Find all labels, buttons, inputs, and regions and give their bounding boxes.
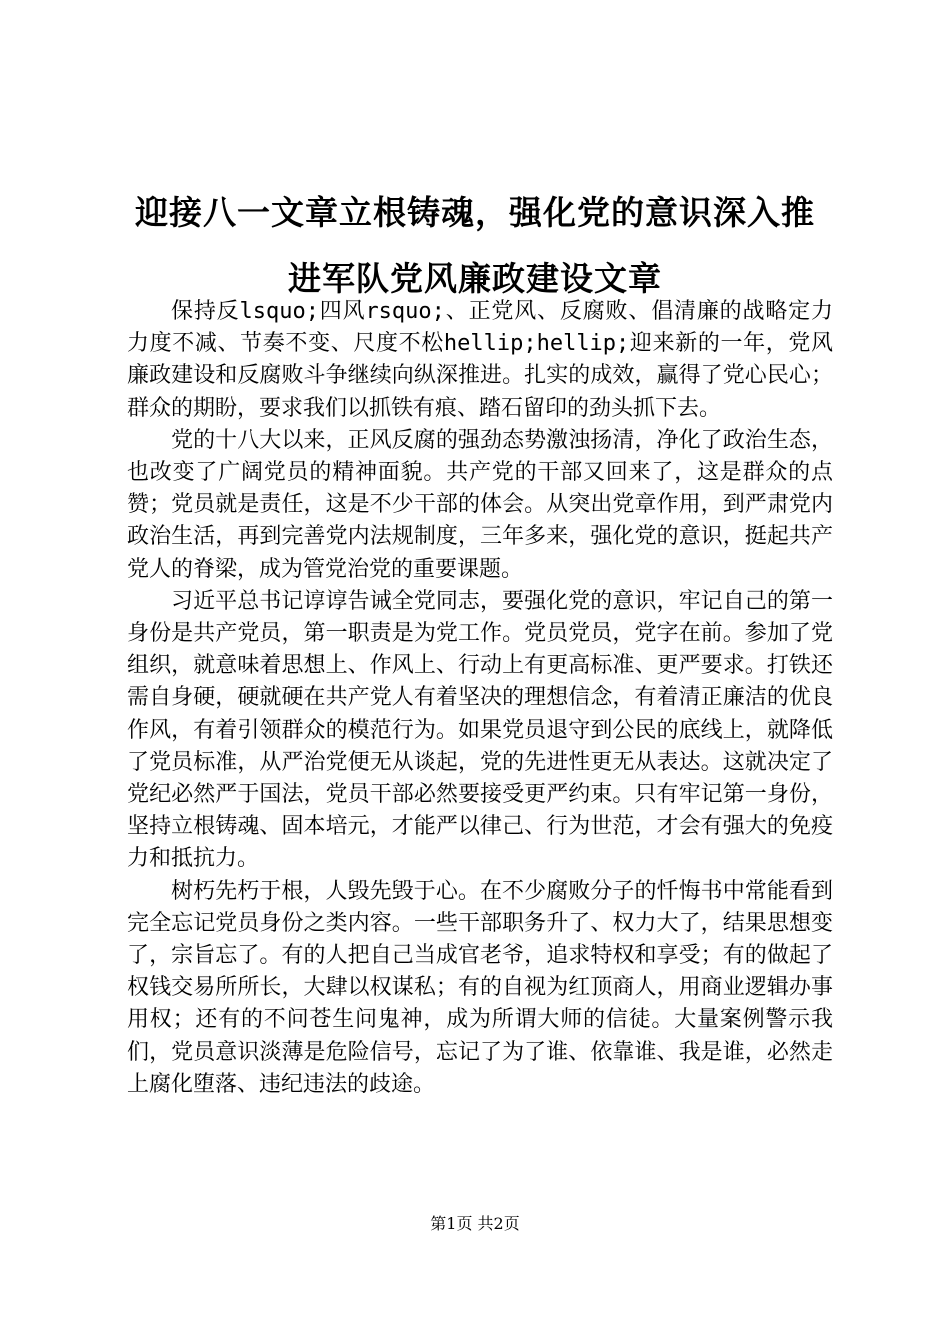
paragraph-1: 保持反lsquo;四风rsquo;、正党风、反腐败、倡清廉的战略定力力度不减、节奏不变、尺度不松hellip;hellip;迎来新的一年，党风廉政建设和反腐败斗争继续向纵深推进。扎实的成效，赢得了党心民心；群众的期盼，要求我们以抓铁有痕、踏石留印的劲头抓下去。 <box>127 299 833 421</box>
paragraph-3: 习近平总书记谆谆告诫全党同志，要强化党的意识，牢记自己的第一身份是共产党员，第一职责是为党工作。党员党员，党字在前。参加了党组织，就意味着思想上、作风上、行动上有更高标准、更严要求。打铁还需自身硬，硬就硬在共产党人有着坚决的理想信念，有着清正廉洁的优良作风，有着引领群众的模范行为。如果党员退守到公民的底线上，就降低了党员标准，从严治党便无从谈起，党的先进性更无从表达。这就决定了党纪必然严于国法，党员干部必然要接受更严约束。只有牢记第一身份，坚持立根铸魂、固本培元，才能严以律己、行为世范，才会有强大的免疫力和抵抗力。 <box>127 588 833 872</box>
title-line-2: 进军队党风廉政建设文章 <box>288 259 662 298</box>
document-title <box>110 180 840 312</box>
paragraph-2: 党的十八大以来，正风反腐的强劲态势激浊扬清，净化了政治生态，也改变了广阔党员的精神面貌。共产党的干部又回来了，这是群众的点赞；党员就是责任，这是不少干部的体会。从突出党章作用，到严肃党内政治生活，再到完善党内法规制度，三年多来，强化党的意识，挺起共产党人的脊梁，成为管党治党的重要课题。 <box>127 427 833 582</box>
paragraph-4: 树朽先朽于根，人毁先毁于心。在不少腐败分子的忏悔书中常能看到完全忘记党员身份之类内容。一些干部职务升了、权力大了，结果思想变了，宗旨忘了。有的人把自己当成官老爷，追求特权和享受；有的做起了权钱交易所所长，大肆以权谋私；有的自视为红顶商人，用商业逻辑办事用权；还有的不问苍生问鬼神，成为所谓大师的信徒。大量案例警示我们，党员意识淡薄是危险信号，忘记了为了谁、依靠谁、我是谁，必然走上腐化堕落、违纪违法的歧途。 <box>127 878 833 1097</box>
title-line-1: 迎接八一文章立根铸魂，强化党的意识深入推 <box>135 193 815 232</box>
document-body <box>127 296 833 1101</box>
page-number-footer: 第1页 共2页 <box>430 1214 520 1233</box>
